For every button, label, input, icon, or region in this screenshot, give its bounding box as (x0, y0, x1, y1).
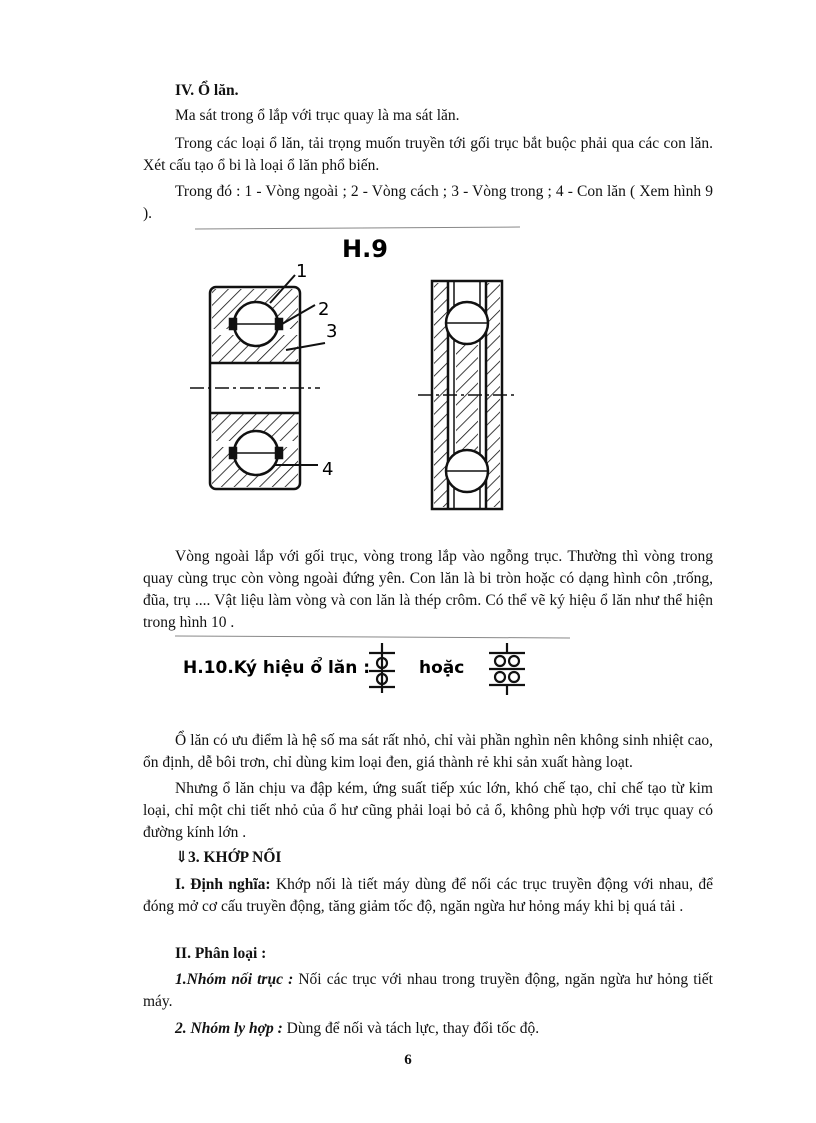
paragraph-vong-ngoai: Vòng ngoài lắp với gối trục, vòng trong lắp vào ngỗng trục. Thường thì vòng trong quay cùng trục còn vòng ngoài đứng yên. Con lăn là bi tròn hoặc có dạng hình côn ,trống, đũa, trụ .... Vật liệu làm vòng và con lăn là thép crôm. Có thể vẽ ký hiệu ổ lăn như thể hiện trong hình 10 . (143, 548, 713, 631)
section-heading-khop-noi: ⇓3. KHỚP NỐI (175, 849, 282, 866)
paragraph-trong-do: Trong đó : 1 - Vòng ngoài ; 2 - Vòng cách ; 3 - Vòng trong ; 4 - Con lăn ( Xem hình 9 ). (143, 183, 713, 222)
figure-9-title: H.9 (342, 235, 388, 263)
bearing-cross-section (190, 275, 325, 489)
nhom-noi-truc-text: Nối các trục với nhau trong truyền động, ngăn ngừa hư hỏng tiết máy. (143, 971, 713, 1010)
paragraph-tai-trong: Trong các loại ổ lăn, tải trọng muốn truyền tới gối trục bắt buộc phải qua các con lăn. Xét cấu tạo ổ bi là loại ổ lăn phổ biến. (143, 135, 713, 174)
nhom-noi-truc-label: 1.Nhóm nối trục : (175, 971, 294, 988)
label-1: 1 (296, 261, 308, 282)
figure-10-caption: H.10.Ký hiệu ổ lăn : (183, 658, 371, 678)
paragraph-dinh-nghia (143, 874, 713, 918)
dinh-nghia-label: I. Định nghĩa: (175, 876, 271, 893)
paragraph-nhuoc-diem: Nhưng ổ lăn chịu va đập kém, ứng suất tiếp xúc lớn, khó chế tạo, chỉ chế tạo từ kim loại, chỉ một chi tiết nhỏ của ổ hư cũng phải loại bỏ cả ổ, không phù hợp với trục quay có đường kính lớn . (143, 780, 713, 841)
label-4: 4 (322, 459, 334, 480)
paragraph-nhom-ly-hop (143, 1018, 713, 1040)
paragraph-ma-sat: Ma sát trong ổ lắp với trục quay là ma sát lăn. (175, 107, 460, 124)
bearing-front-view (418, 281, 516, 509)
nhom-ly-hop-label: 2. Nhóm ly hợp : (175, 1020, 283, 1037)
bearing-symbol-single (369, 643, 395, 693)
paragraph-uu-diem: Ổ lăn có ưu điểm là hệ số ma sát rất nhỏ, chỉ vài phần nghìn nên không sinh nhiệt cao, ổn định, dễ bôi trơn, chỉ dùng kim loại đen, giá thành rẻ khi sản xuất hàng loạt. (143, 732, 713, 771)
label-3: 3 (326, 321, 338, 342)
figure-10-bearing-symbols (175, 633, 575, 703)
figure-9-bearing-drawing (190, 225, 530, 525)
bearing-symbol-double (489, 643, 525, 695)
label-2: 2 (318, 299, 330, 320)
section-heading-o-lan: IV. Ổ lăn. (175, 82, 239, 99)
section-heading-phan-loai: II. Phân loại : (175, 945, 267, 962)
figure-10-or: hoặc (419, 658, 465, 678)
page-number: 6 (404, 1052, 412, 1068)
dinh-nghia-text: Khớp nối là tiết máy dùng để nối các trục truyền động với nhau, để đóng mở cơ cấu truyền động, tăng giảm tốc độ, ngăn ngừa hư hỏng máy khi bị quá tải . (143, 876, 713, 915)
paragraph-nhom-noi-truc (143, 969, 713, 1013)
nhom-ly-hop-text: Dùng để nối và tách lực, thay đổi tốc độ. (282, 1020, 540, 1037)
